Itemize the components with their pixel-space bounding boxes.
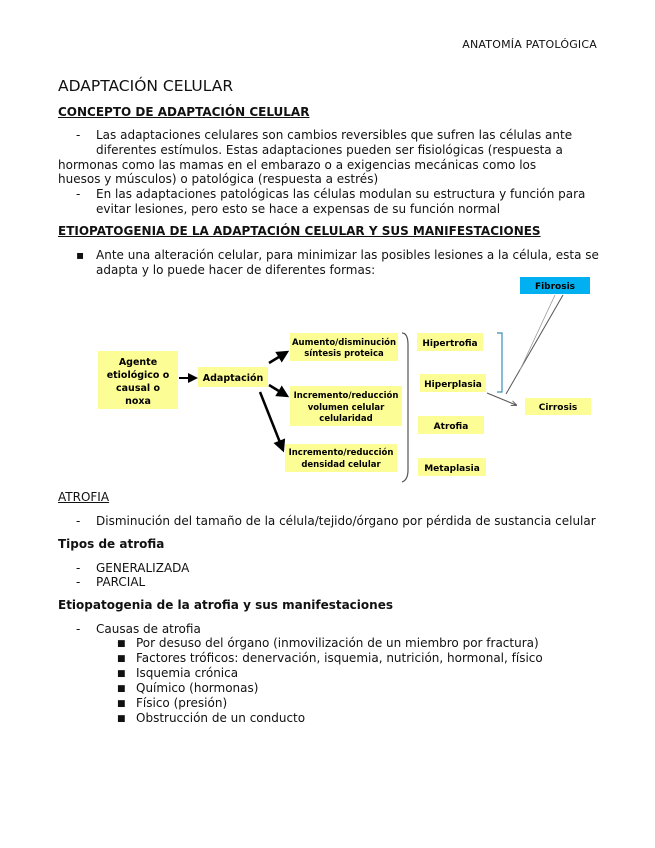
atrofia-label: Atrofia: [433, 422, 469, 432]
text-line: adapta y lo puede hacer de diferentes formas:: [96, 262, 376, 277]
section-heading-etio-atrofia: Etiopatogenia de la atrofia y sus manifestaciones: [58, 598, 393, 612]
cause-item: Obstrucción de un conducto: [136, 711, 306, 725]
cause-item: Isquemia crónica: [136, 666, 239, 680]
text-line: huesos y músculos) o patológica (respuesta a estrés): [58, 172, 379, 187]
section-heading-etio: ETIOPATOGENIA DE LA ADAPTACIÓN CELULAR Y SUS MANIFESTACIONES: [58, 224, 541, 238]
hipertrofia-label: Hipertrofia: [422, 339, 478, 349]
section-heading-atrofia: ATROFIA: [58, 490, 110, 504]
atrofia-item-1: Disminución del tamaño de la célula/tejido/órgano por pérdida de sustancia celular: [96, 514, 596, 528]
text-line: diferentes estímulos. Estas adaptaciones pueden ser fisiológicas (respuesta a: [96, 142, 563, 157]
text-line: evitar lesiones, pero esto se hace a expensas de su función normal: [96, 201, 501, 216]
square-bullet: ■: [117, 714, 126, 724]
square-bullet: ■: [117, 669, 126, 679]
cause-item: Factores tróficos: denervación, isquemia, nutrición, hormonal, físico: [136, 651, 543, 665]
agent-line: etiológico o: [106, 370, 170, 381]
square-bullet: ■: [117, 699, 126, 709]
line-to-fibrosis: [506, 295, 563, 394]
bracket: [402, 333, 408, 482]
dash-bullet: -: [76, 187, 81, 201]
hiperplasia-label: Hiperplasia: [424, 380, 482, 390]
agent-line: noxa: [125, 396, 151, 407]
square-bullet: ■: [117, 654, 126, 664]
arrow-to-box1: [269, 352, 287, 363]
dash-bullet: -: [76, 514, 81, 528]
fibrosis-label: Fibrosis: [534, 282, 576, 292]
cause-item: Físico (presión): [136, 696, 228, 710]
line-to-fibrosis-2: [520, 295, 555, 370]
running-header: ANATOMÍA PATOLÓGICA: [462, 38, 597, 51]
box2-line: Incremento/reducción: [293, 391, 399, 401]
square-bullet: ■: [117, 684, 126, 694]
box3-line: densidad celular: [301, 460, 381, 470]
metaplasia-label: Metaplasia: [424, 464, 480, 474]
tipos-item-2: PARCIAL: [96, 575, 146, 589]
text-line: Las adaptaciones celulares son cambios reversibles que sufren las células ante: [96, 128, 573, 142]
section-heading-concept: CONCEPTO DE ADAPTACIÓN CELULAR: [58, 105, 310, 119]
text-line: En las adaptaciones patológicas las células modulan su estructura y función para: [96, 187, 586, 201]
agent-line: causal o: [116, 383, 160, 394]
cause-label: Causas de atrofia: [96, 622, 201, 636]
text-line: Ante una alteración celular, para minimizar las posibles lesiones a la célula, esta se: [96, 248, 599, 262]
box3-line: Incremento/reducción: [288, 448, 394, 458]
box1-line: Aumento/disminución: [291, 338, 397, 348]
arrow-to-box3: [260, 392, 283, 450]
cause-item: Por desuso del órgano (inmovilización de un miembro por fractura): [136, 636, 539, 650]
square-bullet: ▪: [76, 248, 85, 262]
box2-line: volumen celular: [307, 403, 385, 413]
adaptation-label: Adaptación: [202, 373, 264, 384]
dash-bullet: -: [76, 128, 81, 142]
small-bracket: [497, 333, 502, 392]
dash-bullet: -: [76, 561, 81, 575]
arrow-to-cirrosis: [487, 393, 516, 405]
box2-line: celularidad: [319, 414, 373, 424]
page-title: ADAPTACIÓN CELULAR: [58, 77, 234, 95]
section-heading-tipos: Tipos de atrofia: [58, 537, 165, 551]
cirrosis-label: Cirrosis: [538, 403, 578, 413]
agent-line: Agente: [118, 357, 158, 368]
tipos-item-1: GENERALIZADA: [96, 561, 190, 575]
box1-line: síntesis proteica: [304, 349, 384, 359]
arrow-to-box2: [269, 385, 287, 396]
text-line: hormonas como las mamas en el embarazo o a exigencias mecánicas como los: [58, 157, 537, 172]
dash-bullet: -: [76, 622, 81, 636]
cause-item: Químico (hormonas): [136, 681, 259, 695]
square-bullet: ■: [117, 639, 126, 649]
dash-bullet: -: [76, 575, 81, 589]
